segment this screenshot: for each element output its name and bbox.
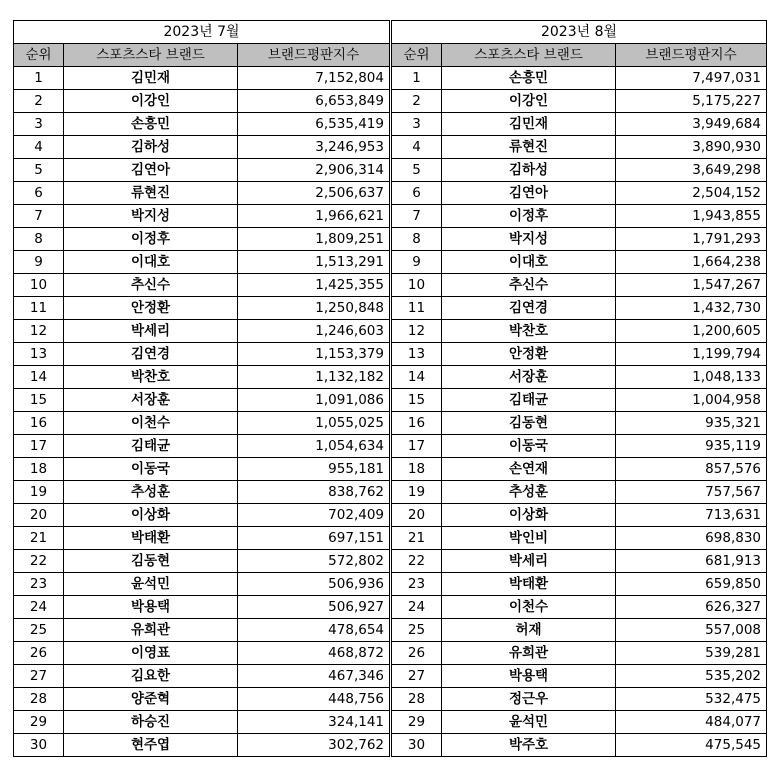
brand-name-cell: 양준혁: [64, 688, 238, 711]
index-value-cell: 467,346: [238, 665, 390, 688]
brand-name-cell: 이동국: [64, 458, 238, 481]
index-value-cell: 935,321: [616, 412, 767, 435]
header-rank: 순위: [392, 44, 442, 67]
table-row: [14, 320, 390, 343]
table-row: [14, 435, 390, 458]
rank-cell: 3: [392, 113, 442, 136]
brand-name-cell: 김태균: [64, 435, 238, 458]
rank-cell: 5: [392, 159, 442, 182]
brand-name-cell: 이영표: [64, 642, 238, 665]
brand-name-cell: 안정환: [442, 343, 616, 366]
index-value-cell: 1,432,730: [616, 297, 767, 320]
index-value-cell: 6,653,849: [238, 90, 390, 113]
rank-cell: 7: [14, 205, 64, 228]
rank-cell: 8: [392, 228, 442, 251]
table-row: [392, 711, 767, 734]
brand-name-cell: 김연아: [442, 182, 616, 205]
table-row: [392, 458, 767, 481]
rank-cell: 21: [14, 527, 64, 550]
index-value-cell: 532,475: [616, 688, 767, 711]
table-row: [392, 228, 767, 251]
rank-cell: 22: [14, 550, 64, 573]
brand-name-cell: 이강인: [64, 90, 238, 113]
brand-name-cell: 박찬호: [64, 366, 238, 389]
table-body: [392, 67, 767, 757]
table-row: [392, 90, 767, 113]
table-row: [392, 320, 767, 343]
brand-name-cell: 하승진: [64, 711, 238, 734]
header-brand: 스포츠스타 브랜드: [64, 44, 238, 67]
table-row: [14, 527, 390, 550]
index-value-cell: 3,246,953: [238, 136, 390, 159]
rank-cell: 23: [14, 573, 64, 596]
rank-cell: 30: [14, 734, 64, 757]
index-value-cell: 478,654: [238, 619, 390, 642]
index-value-cell: 484,077: [616, 711, 767, 734]
table-row: [392, 573, 767, 596]
table-row: [392, 665, 767, 688]
table-row: [14, 136, 390, 159]
index-value-cell: 1,153,379: [238, 343, 390, 366]
table-row: [392, 389, 767, 412]
rank-cell: 12: [14, 320, 64, 343]
table-row: [14, 596, 390, 619]
table-row: [14, 366, 390, 389]
table-row: [392, 596, 767, 619]
index-value-cell: 955,181: [238, 458, 390, 481]
brand-name-cell: 김연경: [64, 343, 238, 366]
table-row: [14, 389, 390, 412]
brand-name-cell: 김하성: [64, 136, 238, 159]
table-row: [14, 159, 390, 182]
index-value-cell: 475,545: [616, 734, 767, 757]
table-row: [392, 619, 767, 642]
index-value-cell: 681,913: [616, 550, 767, 573]
index-value-cell: 557,008: [616, 619, 767, 642]
brand-name-cell: 이상화: [64, 504, 238, 527]
table-body: [14, 67, 390, 757]
index-value-cell: 1,966,621: [238, 205, 390, 228]
index-value-cell: 757,567: [616, 481, 767, 504]
rank-cell: 9: [14, 251, 64, 274]
header-brand: 스포츠스타 브랜드: [442, 44, 616, 67]
brand-name-cell: 현주엽: [64, 734, 238, 757]
rank-cell: 14: [392, 366, 442, 389]
table-row: [14, 619, 390, 642]
table-row: [14, 274, 390, 297]
brand-name-cell: 이천수: [64, 412, 238, 435]
rank-cell: 2: [392, 90, 442, 113]
table-row: [392, 642, 767, 665]
table-title: 2023년 8월: [392, 21, 767, 44]
index-value-cell: 2,506,637: [238, 182, 390, 205]
table-row: [14, 642, 390, 665]
brand-name-cell: 박태환: [442, 573, 616, 596]
table-row: [14, 550, 390, 573]
brand-name-cell: 김요한: [64, 665, 238, 688]
rank-cell: 24: [392, 596, 442, 619]
rank-cell: 25: [392, 619, 442, 642]
index-value-cell: 2,906,314: [238, 159, 390, 182]
brand-name-cell: 이상화: [442, 504, 616, 527]
rank-cell: 4: [14, 136, 64, 159]
brand-name-cell: 유희관: [64, 619, 238, 642]
table-row: [14, 458, 390, 481]
index-value-cell: 539,281: [616, 642, 767, 665]
brand-name-cell: 윤석민: [64, 573, 238, 596]
index-value-cell: 7,152,804: [238, 67, 390, 90]
rank-cell: 16: [392, 412, 442, 435]
index-value-cell: 713,631: [616, 504, 767, 527]
rank-cell: 30: [392, 734, 442, 757]
brand-name-cell: 이천수: [442, 596, 616, 619]
index-value-cell: 1,246,603: [238, 320, 390, 343]
index-value-cell: 3,649,298: [616, 159, 767, 182]
table-row: [14, 228, 390, 251]
rank-cell: 20: [392, 504, 442, 527]
table-row: [392, 136, 767, 159]
table-row: [392, 412, 767, 435]
brand-name-cell: 추성훈: [64, 481, 238, 504]
brand-name-cell: 김민재: [442, 113, 616, 136]
index-value-cell: 572,802: [238, 550, 390, 573]
table-row: [392, 688, 767, 711]
index-value-cell: 7,497,031: [616, 67, 767, 90]
table-row: [14, 251, 390, 274]
brand-name-cell: 이대호: [442, 251, 616, 274]
brand-name-cell: 이동국: [442, 435, 616, 458]
index-value-cell: 838,762: [238, 481, 390, 504]
brand-name-cell: 박세리: [64, 320, 238, 343]
rank-cell: 2: [14, 90, 64, 113]
brand-name-cell: 서장훈: [64, 389, 238, 412]
brand-name-cell: 박용택: [442, 665, 616, 688]
index-value-cell: 3,890,930: [616, 136, 767, 159]
table-title-row: [14, 21, 390, 44]
rank-cell: 29: [14, 711, 64, 734]
table-header-row: [14, 44, 390, 67]
brand-name-cell: 류현진: [64, 182, 238, 205]
index-value-cell: 1,943,855: [616, 205, 767, 228]
brand-name-cell: 박용택: [64, 596, 238, 619]
table-row: [14, 504, 390, 527]
index-value-cell: 1,055,025: [238, 412, 390, 435]
rank-cell: 26: [14, 642, 64, 665]
table-row: [14, 481, 390, 504]
header-index: 브랜드평판지수: [616, 44, 767, 67]
brand-name-cell: 손흥민: [442, 67, 616, 90]
rank-cell: 27: [392, 665, 442, 688]
rank-cell: 12: [392, 320, 442, 343]
index-value-cell: 506,936: [238, 573, 390, 596]
table-row: [14, 665, 390, 688]
brand-name-cell: 박세리: [442, 550, 616, 573]
brand-name-cell: 추신수: [442, 274, 616, 297]
index-value-cell: 1,200,605: [616, 320, 767, 343]
header-index: 브랜드평판지수: [238, 44, 390, 67]
table-row: [14, 734, 390, 757]
index-value-cell: 2,504,152: [616, 182, 767, 205]
brand-name-cell: 박주호: [442, 734, 616, 757]
table-row: [14, 297, 390, 320]
rank-cell: 11: [14, 297, 64, 320]
rank-cell: 15: [14, 389, 64, 412]
rank-cell: 10: [392, 274, 442, 297]
brand-name-cell: 손흥민: [64, 113, 238, 136]
brand-name-cell: 정근우: [442, 688, 616, 711]
rank-cell: 28: [392, 688, 442, 711]
rank-cell: 3: [14, 113, 64, 136]
rank-cell: 23: [392, 573, 442, 596]
table-row: [392, 205, 767, 228]
index-value-cell: 697,151: [238, 527, 390, 550]
index-value-cell: 1,791,293: [616, 228, 767, 251]
rank-cell: 19: [392, 481, 442, 504]
rank-cell: 20: [14, 504, 64, 527]
rank-cell: 17: [14, 435, 64, 458]
index-value-cell: 1,513,291: [238, 251, 390, 274]
index-value-cell: 3,949,684: [616, 113, 767, 136]
index-value-cell: 506,927: [238, 596, 390, 619]
index-value-cell: 1,004,958: [616, 389, 767, 412]
table-row: [392, 297, 767, 320]
table-row: [392, 343, 767, 366]
table-row: [392, 67, 767, 90]
rank-cell: 9: [392, 251, 442, 274]
table-row: [392, 481, 767, 504]
brand-name-cell: 유희관: [442, 642, 616, 665]
brand-name-cell: 박지성: [442, 228, 616, 251]
brand-name-cell: 류현진: [442, 136, 616, 159]
rank-cell: 1: [392, 67, 442, 90]
rank-cell: 17: [392, 435, 442, 458]
brand-name-cell: 추신수: [64, 274, 238, 297]
table-row: [392, 435, 767, 458]
table-row: [392, 550, 767, 573]
table-title: 2023년 7월: [14, 21, 390, 44]
index-value-cell: 1,091,086: [238, 389, 390, 412]
index-value-cell: 626,327: [616, 596, 767, 619]
index-value-cell: 1,809,251: [238, 228, 390, 251]
table-row: [392, 182, 767, 205]
index-value-cell: 1,250,848: [238, 297, 390, 320]
brand-name-cell: 김연경: [442, 297, 616, 320]
table-row: [14, 711, 390, 734]
brand-name-cell: 손연재: [442, 458, 616, 481]
table-row: [14, 90, 390, 113]
rank-cell: 18: [14, 458, 64, 481]
ranking-table-august: [391, 20, 767, 757]
index-value-cell: 698,830: [616, 527, 767, 550]
brand-name-cell: 이정후: [442, 205, 616, 228]
brand-name-cell: 박태환: [64, 527, 238, 550]
index-value-cell: 324,141: [238, 711, 390, 734]
brand-name-cell: 김태균: [442, 389, 616, 412]
brand-name-cell: 김하성: [442, 159, 616, 182]
index-value-cell: 702,409: [238, 504, 390, 527]
rank-cell: 15: [392, 389, 442, 412]
table-row: [392, 366, 767, 389]
rank-cell: 22: [392, 550, 442, 573]
table-header-row: [392, 44, 767, 67]
index-value-cell: 535,202: [616, 665, 767, 688]
brand-name-cell: 이정후: [64, 228, 238, 251]
index-value-cell: 857,576: [616, 458, 767, 481]
table-row: [392, 251, 767, 274]
table-row: [14, 343, 390, 366]
brand-name-cell: 허재: [442, 619, 616, 642]
brand-name-cell: 박인비: [442, 527, 616, 550]
rank-cell: 18: [392, 458, 442, 481]
brand-name-cell: 안정환: [64, 297, 238, 320]
index-value-cell: 5,175,227: [616, 90, 767, 113]
index-value-cell: 1,547,267: [616, 274, 767, 297]
table-row: [392, 734, 767, 757]
table-row: [14, 412, 390, 435]
index-value-cell: 6,535,419: [238, 113, 390, 136]
rank-cell: 8: [14, 228, 64, 251]
table-row: [392, 159, 767, 182]
rank-cell: 6: [14, 182, 64, 205]
index-value-cell: 1,664,238: [616, 251, 767, 274]
brand-name-cell: 김동현: [442, 412, 616, 435]
rank-cell: 1: [14, 67, 64, 90]
rank-cell: 7: [392, 205, 442, 228]
index-value-cell: 448,756: [238, 688, 390, 711]
table-row: [392, 113, 767, 136]
rank-cell: 21: [392, 527, 442, 550]
rank-cell: 13: [392, 343, 442, 366]
index-value-cell: 1,048,133: [616, 366, 767, 389]
brand-name-cell: 윤석민: [442, 711, 616, 734]
rank-cell: 5: [14, 159, 64, 182]
header-rank: 순위: [14, 44, 64, 67]
table-row: [14, 182, 390, 205]
index-value-cell: 1,199,794: [616, 343, 767, 366]
brand-name-cell: 추성훈: [442, 481, 616, 504]
brand-name-cell: 서장훈: [442, 366, 616, 389]
table-row: [14, 688, 390, 711]
index-value-cell: 468,872: [238, 642, 390, 665]
brand-name-cell: 이대호: [64, 251, 238, 274]
index-value-cell: 659,850: [616, 573, 767, 596]
index-value-cell: 1,132,182: [238, 366, 390, 389]
rank-cell: 16: [14, 412, 64, 435]
brand-name-cell: 이강인: [442, 90, 616, 113]
rank-cell: 19: [14, 481, 64, 504]
brand-name-cell: 김동현: [64, 550, 238, 573]
rank-cell: 26: [392, 642, 442, 665]
rank-cell: 27: [14, 665, 64, 688]
index-value-cell: 1,425,355: [238, 274, 390, 297]
brand-name-cell: 박찬호: [442, 320, 616, 343]
table-row: [14, 205, 390, 228]
table-title-row: [392, 21, 767, 44]
index-value-cell: 935,119: [616, 435, 767, 458]
table-row: [392, 274, 767, 297]
ranking-table-july: [13, 20, 390, 757]
rank-cell: 25: [14, 619, 64, 642]
rank-cell: 13: [14, 343, 64, 366]
table-row: [392, 504, 767, 527]
rank-cell: 6: [392, 182, 442, 205]
table-row: [14, 113, 390, 136]
index-value-cell: 1,054,634: [238, 435, 390, 458]
brand-name-cell: 김연아: [64, 159, 238, 182]
rank-cell: 14: [14, 366, 64, 389]
rank-cell: 11: [392, 297, 442, 320]
rank-cell: 4: [392, 136, 442, 159]
table-row: [14, 573, 390, 596]
rank-cell: 29: [392, 711, 442, 734]
table-row: [14, 67, 390, 90]
table-row: [392, 527, 767, 550]
index-value-cell: 302,762: [238, 734, 390, 757]
rank-cell: 24: [14, 596, 64, 619]
brand-name-cell: 박지성: [64, 205, 238, 228]
rank-cell: 10: [14, 274, 64, 297]
rank-cell: 28: [14, 688, 64, 711]
brand-name-cell: 김민재: [64, 67, 238, 90]
